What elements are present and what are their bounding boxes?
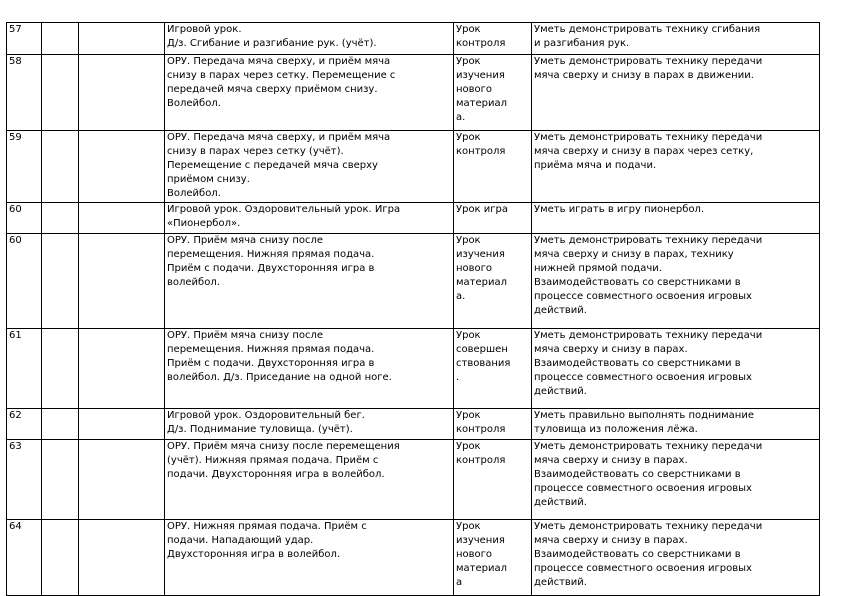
lesson-topic: ОРУ. Приём мяча снизу после перемещения. Нижняя прямая подача. Приём с подачи. Двухсторонняя игра в волейбол. Д/з. Приседание на одной ноге. bbox=[165, 329, 454, 409]
lesson-requirements: Уметь правильно выполнять поднимание туловища из положения лёжа. bbox=[532, 409, 820, 440]
lesson-number: 63 bbox=[7, 440, 42, 520]
lesson-requirements: Уметь демонстрировать технику передачи мяча сверху и снизу в парах в движении. bbox=[532, 55, 820, 131]
lesson-number: 57 bbox=[7, 23, 42, 55]
table-row bbox=[7, 23, 820, 55]
empty-cell bbox=[79, 409, 165, 440]
lesson-topic: Игровой урок. Д/з. Сгибание и разгибание рук. (учёт). bbox=[165, 23, 454, 55]
table-row bbox=[7, 203, 820, 234]
lesson-requirements: Уметь демонстрировать технику сгибания и разгибания рук. bbox=[532, 23, 820, 55]
lesson-type: Урок изучения нового материал а. bbox=[454, 55, 532, 131]
empty-cell bbox=[42, 329, 79, 409]
lesson-requirements: Уметь демонстрировать технику передачи мяча сверху и снизу в парах через сетку, приёма мяча и подачи. bbox=[532, 131, 820, 203]
table-row bbox=[7, 440, 820, 520]
empty-cell bbox=[42, 23, 79, 55]
empty-cell bbox=[79, 520, 165, 596]
lesson-number: 61 bbox=[7, 329, 42, 409]
lesson-number: 59 bbox=[7, 131, 42, 203]
lesson-topic: Игровой урок. Оздоровительный бег. Д/з. Поднимание туловища. (учёт). bbox=[165, 409, 454, 440]
lesson-requirements: Уметь демонстрировать технику передачи мяча сверху и снизу в парах, технику нижней прямой подачи. Взаимодействовать со сверстниками в процессе совместного освоения игровых действий. bbox=[532, 234, 820, 329]
lesson-number: 60 bbox=[7, 234, 42, 329]
lesson-plan-table bbox=[6, 22, 820, 596]
lesson-type: Урок контроля bbox=[454, 440, 532, 520]
empty-cell bbox=[79, 131, 165, 203]
lesson-topic: ОРУ. Передача мяча сверху, и приём мяча снизу в парах через сетку. Перемещение с передачей мяча сверху приёмом снизу. Волейбол. bbox=[165, 55, 454, 131]
empty-cell bbox=[42, 409, 79, 440]
lesson-type: Урок совершен ствования . bbox=[454, 329, 532, 409]
lesson-type: Урок изучения нового материал а bbox=[454, 520, 532, 596]
lesson-type: Урок контроля bbox=[454, 409, 532, 440]
empty-cell bbox=[79, 329, 165, 409]
empty-cell bbox=[79, 440, 165, 520]
empty-cell bbox=[42, 131, 79, 203]
table-row bbox=[7, 55, 820, 131]
empty-cell bbox=[42, 55, 79, 131]
empty-cell bbox=[79, 234, 165, 329]
lesson-number: 60 bbox=[7, 203, 42, 234]
lesson-number: 64 bbox=[7, 520, 42, 596]
table-row bbox=[7, 520, 820, 596]
table-row bbox=[7, 329, 820, 409]
lesson-number: 58 bbox=[7, 55, 42, 131]
lesson-topic: ОРУ. Нижняя прямая подача. Приём с подачи. Нападающий удар. Двухсторонняя игра в волейбол. bbox=[165, 520, 454, 596]
lesson-requirements: Уметь играть в игру пионербол. bbox=[532, 203, 820, 234]
lesson-topic: Игровой урок. Оздоровительный урок. Игра «Пионербол». bbox=[165, 203, 454, 234]
empty-cell bbox=[79, 23, 165, 55]
empty-cell bbox=[42, 440, 79, 520]
lesson-requirements: Уметь демонстрировать технику передачи мяча сверху и снизу в парах. Взаимодействовать со сверстниками в процессе совместного освоения игровых действий. bbox=[532, 520, 820, 596]
lesson-type: Урок контроля bbox=[454, 131, 532, 203]
lesson-requirements: Уметь демонстрировать технику передачи мяча сверху и снизу в парах. Взаимодействовать со сверстниками в процессе совместного освоения игровых действий. bbox=[532, 329, 820, 409]
lesson-type: Урок контроля bbox=[454, 23, 532, 55]
lesson-requirements: Уметь демонстрировать технику передачи мяча сверху и снизу в парах. Взаимодействовать со сверстниками в процессе совместного освоения игровых действий. bbox=[532, 440, 820, 520]
empty-cell bbox=[79, 55, 165, 131]
empty-cell bbox=[42, 203, 79, 234]
lesson-type: Урок игра bbox=[454, 203, 532, 234]
table-row bbox=[7, 234, 820, 329]
lesson-topic: ОРУ. Приём мяча снизу после перемещения (учёт). Нижняя прямая подача. Приём с подачи. Двухсторонняя игра в волейбол. bbox=[165, 440, 454, 520]
table-row bbox=[7, 409, 820, 440]
lesson-topic: ОРУ. Приём мяча снизу после перемещения. Нижняя прямая подача. Приём с подачи. Двухсторонняя игра в волейбол. bbox=[165, 234, 454, 329]
empty-cell bbox=[42, 520, 79, 596]
empty-cell bbox=[42, 234, 79, 329]
table-row bbox=[7, 131, 820, 203]
lesson-topic: ОРУ. Передача мяча сверху, и приём мяча снизу в парах через сетку (учёт). Перемещение с передачей мяча сверху приёмом снизу. Волейбол. bbox=[165, 131, 454, 203]
empty-cell bbox=[79, 203, 165, 234]
lesson-number: 62 bbox=[7, 409, 42, 440]
lesson-type: Урок изучения нового материал а. bbox=[454, 234, 532, 329]
